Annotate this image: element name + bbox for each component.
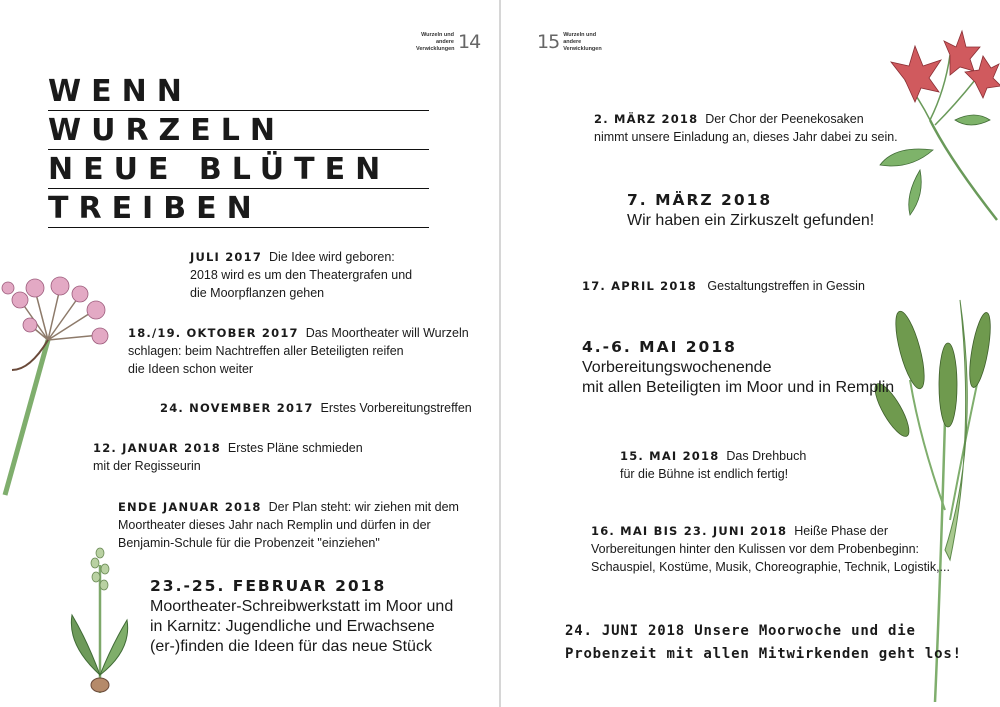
timeline-entry: 17. APRIL 2018 Gestaltungstreffen in Gessin [582,279,865,293]
left-folio [416,32,480,53]
timeline-entry: 18./19. OKTOBER 2017 Das Moortheater will Wurzeln schlagen: beim Nachtreffen aller Beteiligten reifen die Ideen schon weiter [128,326,469,376]
left-folio-section: Wurzeln und andere Verwicklungen [416,32,455,52]
timeline-entry-highlight: 7. MÄRZ 2018 Wir haben ein Zirkuszelt gefunden! [627,191,875,229]
timeline-entry-highlight: 23.-25. FEBRUAR 2018 Moortheater-Schreibwerkstatt im Moor und in Karnitz: Jugendliche und Erwachsene (er-)finden die Ideen für das neue Stück [150,577,454,655]
right-folio [537,32,601,53]
right-folio-section: Wurzeln und andere Verwicklungen [563,32,602,52]
timeline-entry: 2. MÄRZ 2018 Der Chor der Peenekosaken nimmt unsere Einladung an, dieses Jahr dabei zu sein. [594,112,898,144]
timeline-entry: 15. MAI 2018 Das Drehbuch für die Bühne ist endlich fertig! [620,449,807,481]
timeline-entry-highlight: 4.-6. MAI 2018 Vorbereitungswochenende mit allen Beteiligten im Moor und in Remplin [582,338,895,396]
title-line-4: TREIBEN [48,191,429,228]
title-line-1: WENN [48,74,429,111]
title-line-2: WURZELN [48,113,429,150]
title-line-3: NEUE BLÜTEN [48,152,429,189]
timeline-entry: 16. MAI BIS 23. JUNI 2018 Heiße Phase der Vorbereitungen hinter den Kulissen vor dem Probenbeginn: Schauspiel, Kostüme, Musik, Choreographie, Technik, Logistik,... [591,524,950,574]
timeline-entry: JULI 2017 Die Idee wird geboren: 2018 wird es um den Theatergrafen und die Moorpflanzen gehen [190,250,413,300]
timeline-entry-final: 24. JUNI 2018 Unsere Moorwoche und die Probenzeit mit allen Mitwirkenden geht los! [565,623,962,662]
timeline-entry: 24. NOVEMBER 2017 Erstes Vorbereitungstreffen [160,401,472,415]
right-page-number: 15 [537,31,560,53]
timeline-entry: 12. JANUAR 2018 Erstes Pläne schmieden mit der Regisseurin [93,441,363,473]
timeline-entry: ENDE JANUAR 2018 Der Plan steht: wir ziehen mit dem Moortheater dieses Jahr nach Remplin und dürfen in der Benjamin-Schule für die Probenzeit "einziehen" [118,500,459,550]
left-page-number: 14 [458,31,481,53]
right-page [500,0,1000,707]
orchid-illustration [62,545,137,695]
